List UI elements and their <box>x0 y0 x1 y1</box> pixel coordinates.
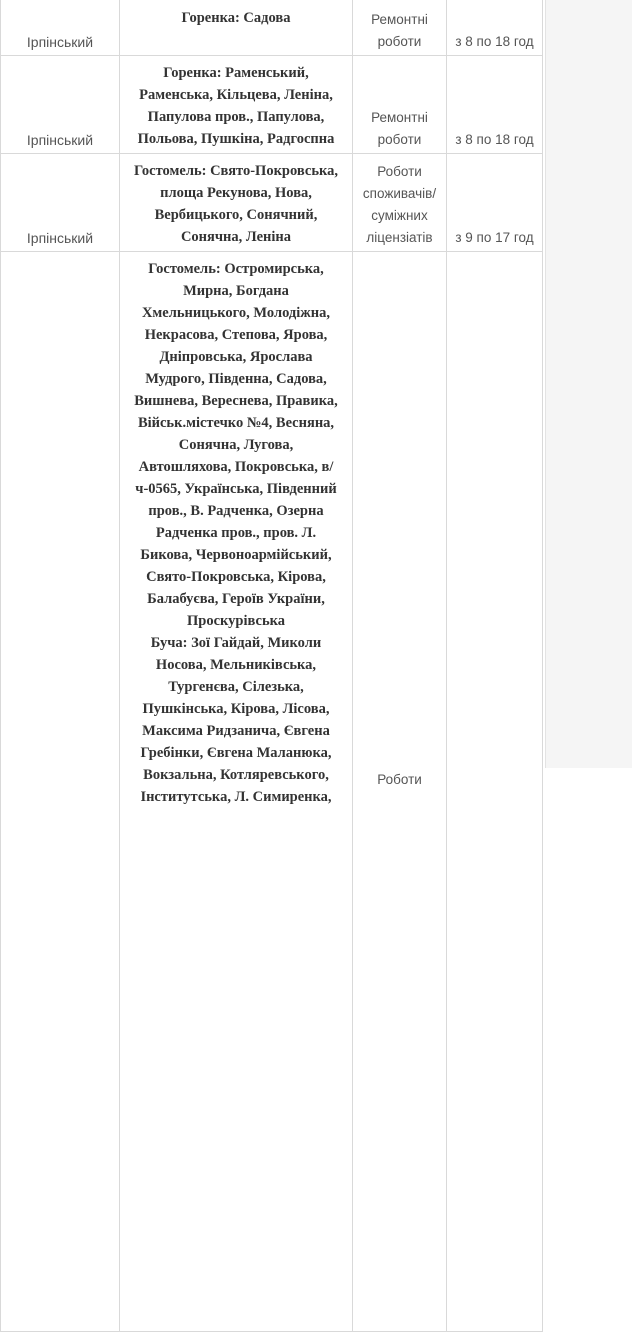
district-cell: Ірпінський <box>1 56 120 154</box>
address-line: Мирна, Богдана <box>183 283 289 299</box>
table-row <box>1 0 543 56</box>
address-line: Свято-Покровська, Кірова, <box>146 569 326 585</box>
work-type-line: Ремонтні <box>371 12 428 27</box>
address-line: Гостомель: Остромирська, <box>148 261 324 277</box>
address-line: Гостомель: Свято-Покровська, <box>133 163 339 179</box>
address-line: Пушкінська, Кірова, Лісова, <box>142 701 330 717</box>
address-line: Військ.містечко №4, Весняна, <box>137 415 335 431</box>
address-line: Гребінки, Євгена Маланюка, <box>140 745 332 761</box>
address-cell <box>120 154 353 252</box>
address-line: Мудрого, Південна, Садова, <box>145 371 327 387</box>
district-cell <box>1 252 120 1332</box>
time-cell: з 8 по 18 год <box>447 0 543 56</box>
address-line: Некрасова, Степова, Ярова, <box>144 327 328 343</box>
address-line: Горенка: Садова <box>181 10 291 26</box>
address-line: Дніпровська, Ярослава <box>159 349 313 365</box>
time-cell: з 9 по 17 год <box>447 154 543 252</box>
address-line: Балабуєва, Героїв України, <box>147 591 325 607</box>
address-line: площа Рекунова, Нова, <box>160 185 312 201</box>
address-line: Радченка пров., пров. Л. <box>155 525 317 541</box>
address-line: Інститутська, Л. Симиренка, <box>140 789 332 805</box>
table-row <box>1 56 543 154</box>
district-cell: Ірпінський <box>1 154 120 252</box>
right-sidebar-panel <box>545 0 632 768</box>
work-type-cell <box>353 154 447 252</box>
address-line: пров., В. Радченка, Озерна <box>148 503 324 519</box>
table-row <box>1 154 543 252</box>
work-type-line: Ремонтні <box>371 110 428 125</box>
work-type-line: роботи <box>377 132 422 147</box>
address-cell <box>120 56 353 154</box>
time-cell: з 8 по 18 год <box>447 56 543 154</box>
work-type-line: ліцензіатів <box>366 230 433 245</box>
address-line: Вербицького, Сонячний, <box>154 207 318 223</box>
address-line: Проскурівська <box>186 613 286 629</box>
work-type-line: споживачів/ <box>362 186 437 201</box>
district-cell: Ірпінський <box>1 0 120 56</box>
address-line: Сонячна, Леніна <box>180 229 292 245</box>
work-type-line: суміжних <box>371 208 428 223</box>
address-cell <box>120 252 353 1332</box>
work-type-line: Роботи <box>377 164 422 179</box>
address-line: Польова, Пушкіна, Радгоспна <box>137 131 335 147</box>
address-line: Горенка: Раменський, <box>163 65 309 81</box>
address-line: Буча: Зої Гайдай, Миколи <box>150 635 322 651</box>
address-line: Тургенєва, Сілезька, <box>168 679 304 695</box>
address-line: Бикова, Червоноармійський, <box>140 547 332 563</box>
address-line: Автошляхова, Покровська, в/ <box>138 459 334 475</box>
work-type-line: роботи <box>377 34 422 49</box>
work-type-cell <box>353 0 447 56</box>
address-line: Хмельницького, Молодіжна, <box>141 305 331 321</box>
address-line: Папулова пров., Папулова, <box>147 109 325 125</box>
address-line: Максима Ридзанича, Євгена <box>142 723 330 739</box>
work-type-cell <box>353 252 447 1332</box>
address-line: Вокзальна, Котляревського, <box>143 767 329 783</box>
address-line: Вишнева, Вереснева, Правика, <box>134 393 338 409</box>
address-cell <box>120 0 353 56</box>
address-line: ч-0565, Українська, Південний <box>135 481 337 497</box>
address-line: Носова, Мельниківська, <box>155 657 317 673</box>
work-type-line: Роботи <box>377 772 422 787</box>
time-cell <box>447 252 543 1332</box>
address-line: Раменська, Кільцева, Леніна, <box>139 87 333 103</box>
work-type-cell <box>353 56 447 154</box>
address-line: Сонячна, Лугова, <box>178 437 294 453</box>
table-row <box>1 252 543 1332</box>
